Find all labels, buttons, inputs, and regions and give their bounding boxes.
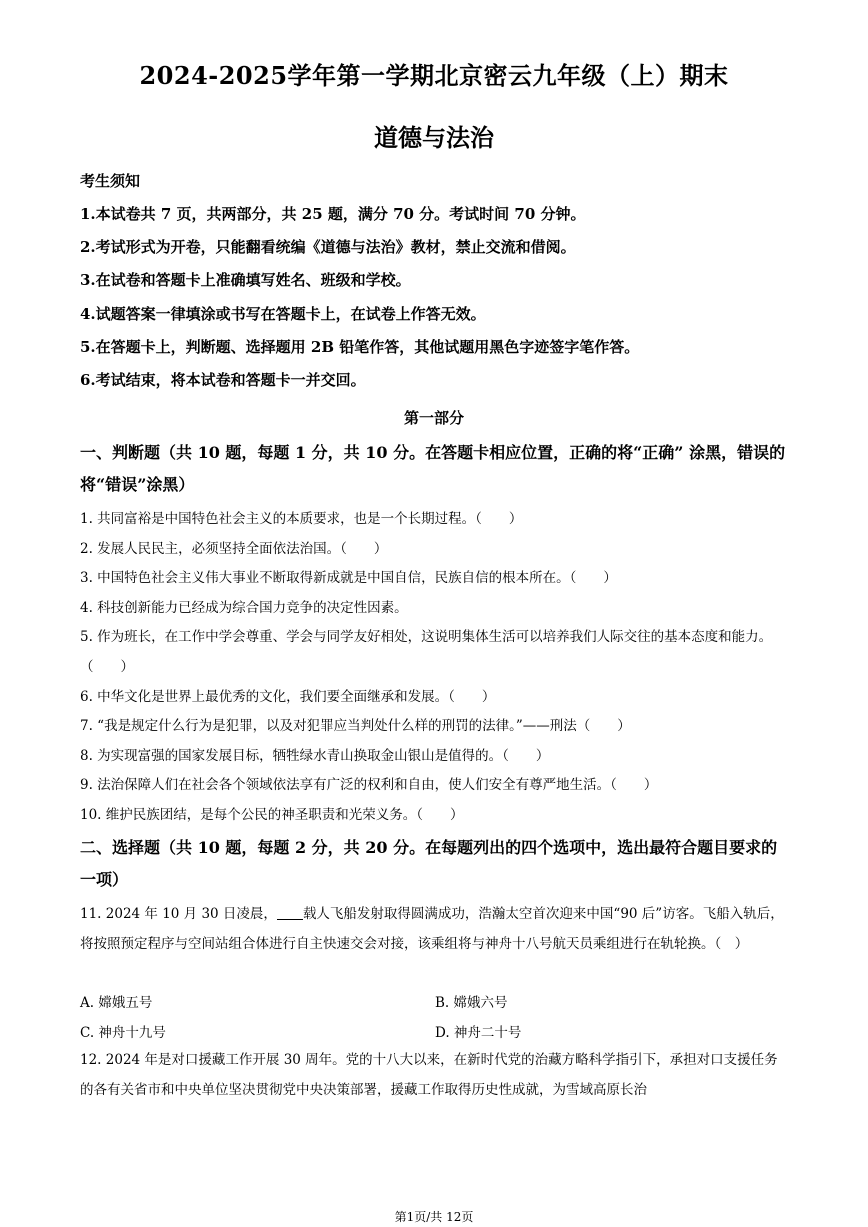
candidate-notes <box>80 170 790 402</box>
question-8: 8. 为实现富强的国家发展目标，牺牲绿水青山换取金山银山是值得的。（ ） <box>80 748 550 764</box>
notes-item: 1.本试卷共 7 页，共两部分，共 25 题，满分 70 分。考试时间 70 分钟。 <box>80 205 586 223</box>
question-11 <box>80 900 786 959</box>
answer-blank <box>277 905 303 920</box>
notes-heading: 考生须知 <box>80 172 141 190</box>
question-2: 2. 发展人民民主，必须坚持全面依法治国。（ ） <box>80 541 388 557</box>
question-7: 7. “我是规定什么行为是犯罪，以及对犯罪应当判处什么样的刑罚的法律。”——刑法（ ） <box>80 718 631 734</box>
exam-subject: 道德与法治 <box>374 123 494 152</box>
part-one-label: 第一部分 <box>403 409 464 427</box>
question-4: 4. 科技创新能力已经成为综合国力竞争的决定性因素。 <box>80 600 408 616</box>
notes-item: 6.考试结束，将本试卷和答题卡一并交回。 <box>80 370 366 389</box>
notes-item: 4.试题答案一律填涂或书写在答题卡上，在试卷上作答无效。 <box>80 304 486 323</box>
question-11-text-end: 载人飞船发射取得圆满成功，浩瀚太空首次迎来中国“90 后”访客。飞船入轨后，将按照预定程序与空间站组合体进行自主快速交会对接，该乘组将与神舟十八号航天员乘组进行在轨轮换。（ ） <box>80 906 784 952</box>
option-b: B. 嫦娥六号 <box>435 995 508 1011</box>
question-11-text-start: 11. 2024 年 10 月 30 日凌晨， <box>80 906 277 922</box>
page-number: 第1页/共 12页 <box>394 1210 474 1224</box>
question-1: 1. 共同富裕是中国特色社会主义的本质要求，也是一个长期过程。（ ） <box>80 511 523 527</box>
section-two-heading: 二、选择题（共 10 题，每题 2 分，共 20 分。在每题列出的四个选项中，选出最符合题目要求的一项） <box>80 838 778 889</box>
notes-item: 2.考试形式为开卷，只能翻看统编《道德与法治》教材，禁止交流和借阅。 <box>80 238 576 257</box>
question-9: 9. 法治保障人们在社会各个领域依法享有广泛的权利和自由，使人们安全有尊严地生活。（ ） <box>80 777 658 793</box>
option-a: A. 嫦娥五号 <box>80 995 153 1011</box>
option-c: C. 神舟十九号 <box>80 1025 166 1041</box>
exam-title: 2024-2025学年第一学期北京密云九年级（上）期末 <box>139 61 729 90</box>
question-5: 5. 作为班长，在工作中学会尊重、学会与同学友好相处，这说明集体生活可以培养我们人际交往的基本态度和能力。（ ） <box>80 629 773 675</box>
question-12: 12. 2024 年是对口援藏工作开展 30 周年。党的十八大以来，在新时代党的治藏方略科学指引下，承担对口支援任务的各有关省市和中央单位坚决贯彻党中央决策部署，援藏工作取得历史性成就，为雪域高原长治 <box>80 1052 778 1098</box>
option-d: D. 神舟二十号 <box>435 1025 522 1041</box>
notes-item: 5.在答题卡上，判断题、选择题用 2B 铅笔作答，其他试题用黑色字迹签字笔作答。 <box>80 337 640 356</box>
section-one-heading: 一、判断题（共 10 题，每题 1 分，共 10 分。在答题卡相应位置，正确的将“正确” 涂黑，错误的将“错误”涂黑） <box>80 443 786 494</box>
question-6: 6. 中华文化是世界上最优秀的文化，我们要全面继承和发展。（ ） <box>80 689 496 705</box>
question-3: 3. 中国特色社会主义伟大事业不断取得新成就是中国自信，民族自信的根本所在。（ ） <box>80 570 617 586</box>
notes-item: 3.在试卷和答题卡上准确填写姓名、班级和学校。 <box>80 271 411 290</box>
question-10: 10. 维护民族团结，是每个公民的神圣职责和光荣义务。（ ） <box>80 807 464 823</box>
